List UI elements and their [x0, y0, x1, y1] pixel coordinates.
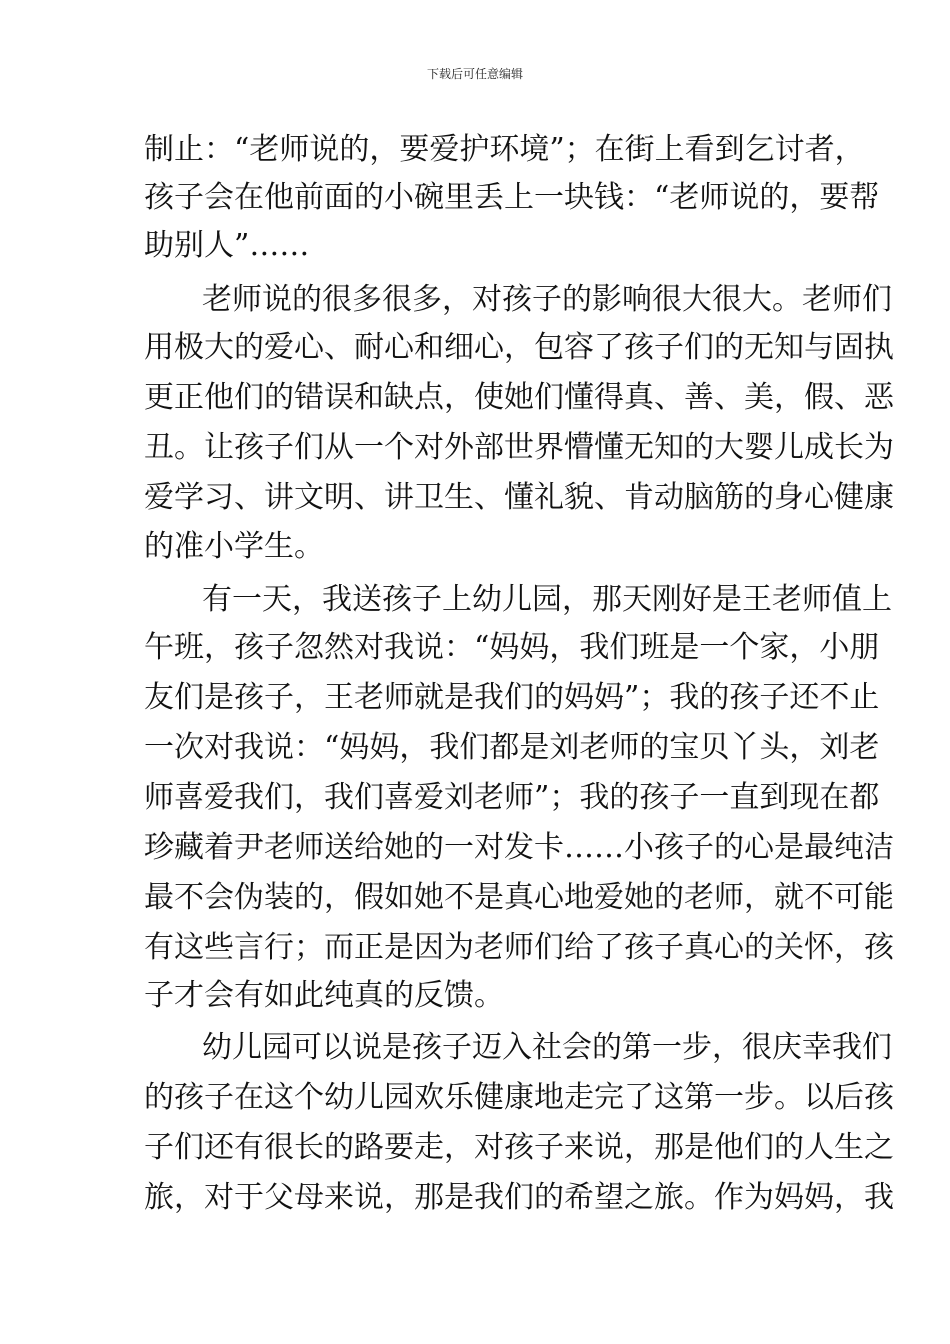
text-line: 助别人”…… — [144, 228, 310, 263]
text-line: 珍藏着尹老师送给她的一对发卡……小孩子的心是最纯洁 — [144, 830, 894, 865]
text-line: 有这些言行；而正是因为老师们给了孩子真心的关怀，孩 — [144, 930, 894, 965]
text-line: 子们还有很长的路要走，对孩子来说，那是他们的人生之 — [144, 1130, 894, 1165]
paragraph-first-line: 幼儿园可以说是孩子迈入社会的第一步，很庆幸我们 — [202, 1030, 892, 1065]
text-line: 的准小学生。 — [144, 529, 324, 564]
text-line: 制止：“老师说的，要爱护环境”；在街上看到乞讨者， — [144, 132, 865, 167]
text-line: 子才会有如此纯真的反馈。 — [144, 978, 504, 1013]
page-header: 下载后可任意编辑 — [426, 67, 523, 81]
text-line: 丑。让孩子们从一个对外部世界懵懂无知的大婴儿成长为 — [144, 430, 894, 465]
text-line: 友们是孩子，王老师就是我们的妈妈”；我的孩子还不止 — [144, 680, 880, 715]
text-line: 爱学习、讲文明、讲卫生、懂礼貌、肯动脑筋的身心健康 — [144, 480, 894, 515]
text-line: 师喜爱我们，我们喜爱刘老师”；我的孩子一直到现在都 — [144, 780, 880, 815]
text-line: 孩子会在他前面的小碗里丢上一块钱：“老师说的，要帮 — [144, 180, 880, 215]
text-line: 一次对我说：“妈妈，我们都是刘老师的宝贝丫头，刘老 — [144, 730, 880, 765]
paragraph-first-line: 有一天，我送孩子上幼儿园，那天刚好是王老师值上 — [202, 582, 892, 617]
text-line: 用极大的爱心、耐心和细心，包容了孩子们的无知与固执 — [144, 330, 894, 365]
text-line: 旅，对于父母来说，那是我们的希望之旅。作为妈妈，我 — [144, 1180, 894, 1215]
text-line: 最不会伪装的，假如她不是真心地爱她的老师，就不可能 — [144, 880, 894, 915]
text-line: 午班，孩子忽然对我说：“妈妈，我们班是一个家，小朋 — [144, 630, 880, 665]
text-line: 的孩子在这个幼儿园欢乐健康地走完了这第一步。以后孩 — [144, 1080, 894, 1115]
paragraph-first-line: 老师说的很多很多，对孩子的影响很大很大。老师们 — [202, 282, 892, 317]
text-line: 更正他们的错误和缺点，使她们懂得真、善、美，假、恶 — [144, 380, 894, 415]
